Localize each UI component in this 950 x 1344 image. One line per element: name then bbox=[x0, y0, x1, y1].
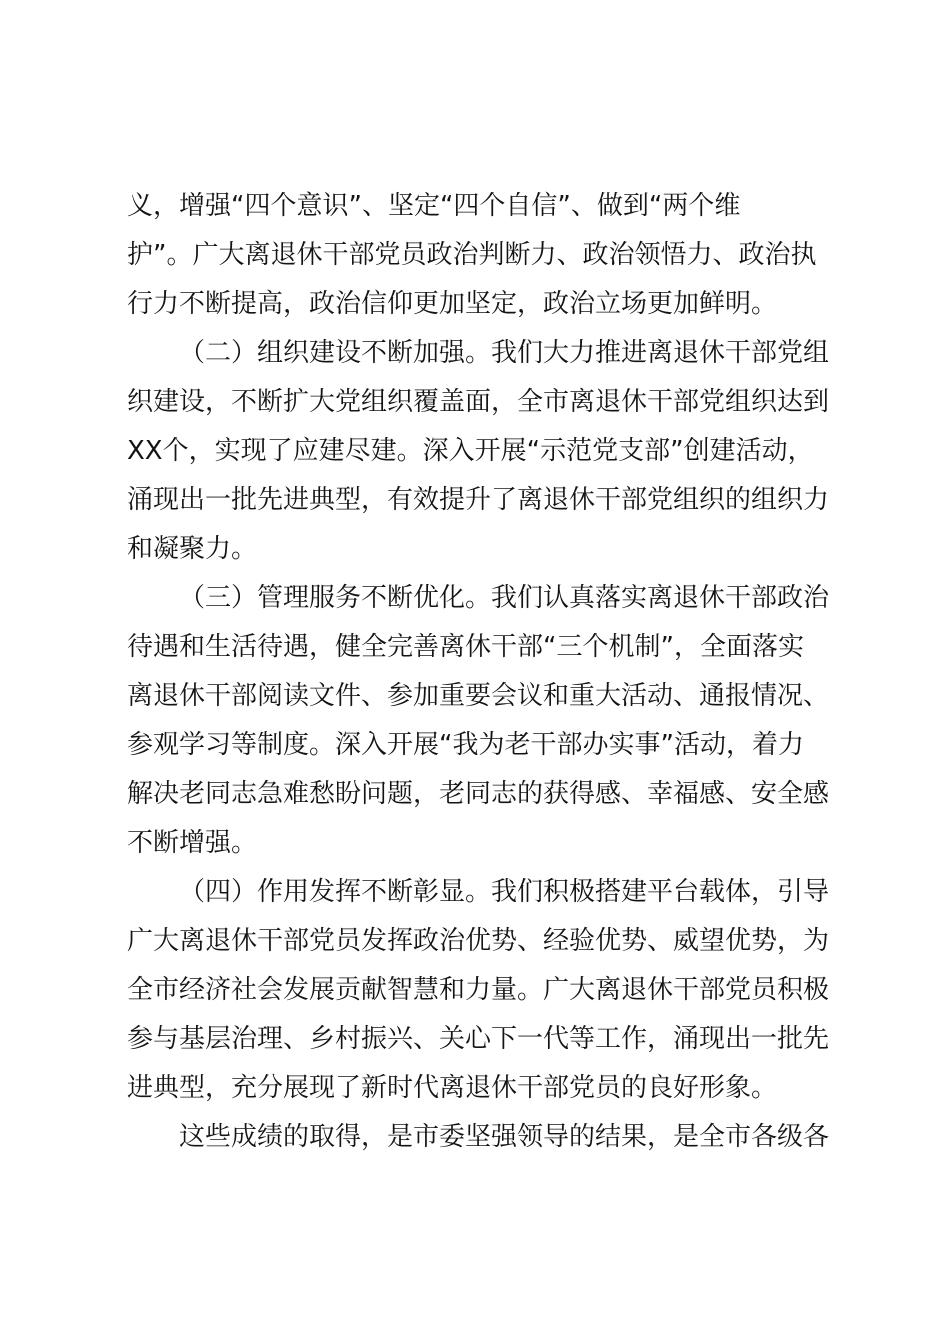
text-line: 义，增强“四个意识”、坚定“四个自信”、做到“两个维 bbox=[127, 191, 741, 221]
text-line: XX个，实现了应建尽建。深入开展“示范党支部”创建活动， bbox=[127, 436, 814, 466]
document-body bbox=[127, 182, 833, 1162]
text-line: 行力不断提高，政治信仰更加坚定，政治立场更加鲜明。 bbox=[127, 289, 778, 319]
section-heading-line: （三）管理服务不断优化。我们认真落实离退休干部政治 bbox=[179, 583, 830, 613]
text-line: 护”。广大离退休干部党员政治判断力、政治领悟力、政治执 bbox=[127, 240, 817, 270]
text-line: 织建设，不断扩大党组织覆盖面，全市离退休干部党组织达到 bbox=[127, 387, 830, 417]
section-heading-line: （二）组织建设不断加强。我们大力推进离退休干部党组 bbox=[179, 338, 830, 368]
text-line: 广大离退休干部党员发挥政治优势、经验优势、威望优势，为 bbox=[127, 926, 830, 956]
text-line: 解决老同志急难愁盼问题，老同志的获得感、幸福感、安全感 bbox=[127, 779, 830, 809]
section-heading-line: （四）作用发挥不断彰显。我们积极搭建平台载体，引导 bbox=[179, 877, 830, 907]
text-line: 涌现出一批先进典型，有效提升了离退休干部党组织的组织力 bbox=[127, 485, 830, 515]
text-line: 不断增强。 bbox=[127, 828, 258, 858]
text-line: 参观学习等制度。深入开展“我为老干部办实事”活动，着力 bbox=[127, 730, 804, 760]
text-line: 参与基层治理、乡村振兴、关心下一代等工作，涌现出一批先 bbox=[127, 1024, 830, 1054]
text-line: 待遇和生活待遇，健全完善离休干部“三个机制”，全面落实 bbox=[127, 632, 804, 662]
text-line: 全市经济社会发展贡献智慧和力量。广大离退休干部党员积极 bbox=[127, 975, 830, 1005]
paragraph-start-line: 这些成绩的取得，是市委坚强领导的结果，是全市各级各 bbox=[179, 1122, 830, 1152]
text-line: 离退休干部阅读文件、参加重要会议和重大活动、通报情况、 bbox=[127, 681, 830, 711]
text-line: 进典型，充分展现了新时代离退休干部党员的良好形象。 bbox=[127, 1073, 778, 1103]
text-line: 和凝聚力。 bbox=[127, 534, 258, 564]
